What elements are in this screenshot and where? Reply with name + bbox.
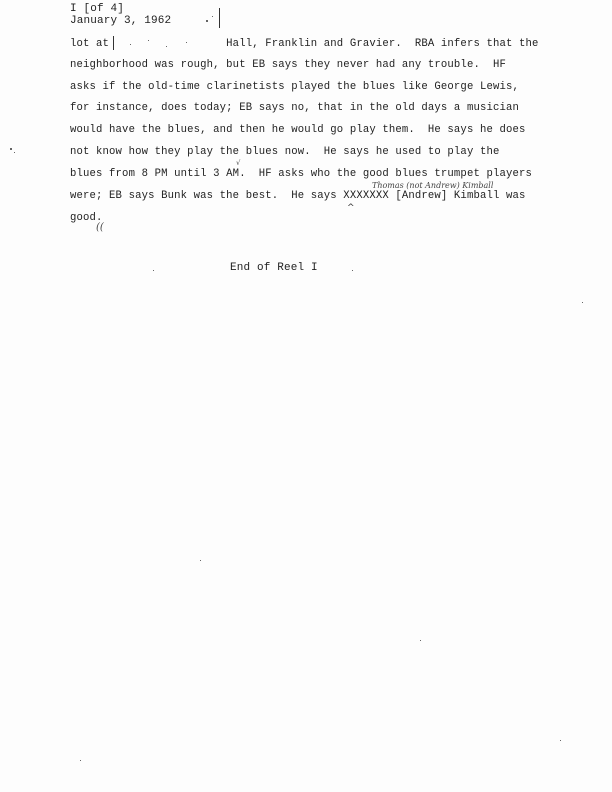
scan-speck (206, 20, 208, 22)
handwritten-mark: √ (236, 159, 241, 167)
page-marker: I [of 4] (70, 3, 125, 15)
document-date: January 3, 1962 (70, 15, 172, 27)
body-line-6: not know how they play the blues now. He says he used to play the (70, 146, 500, 158)
body-line-4: for instance, does today; EB says no, that in the old days a musician (70, 102, 520, 114)
scan-speck (212, 16, 213, 17)
body-line-2: neighborhood was rough, but EB says they never had any trouble. HF (70, 59, 506, 71)
body-line-8: were; EB says Bunk was the best. He says XXXXXXX [Andrew] Kimball was (70, 190, 526, 202)
margin-speck (10, 148, 12, 150)
scan-speck (200, 560, 201, 561)
scan-speck (560, 740, 561, 741)
header-bracket (219, 8, 220, 28)
body-line-1: lot at Hall, Franklin and Gravier. RBA infers that the (70, 38, 539, 50)
margin-speck (14, 152, 15, 153)
scan-speck (420, 640, 421, 641)
margin-mark: (( (96, 222, 104, 233)
scan-speck (80, 760, 81, 761)
scan-speck (153, 270, 154, 271)
scan-speck (582, 302, 583, 303)
body-line-9: good. (70, 212, 103, 224)
body-line-5: would have the blues, and then he would go play them. He says he does (70, 124, 526, 136)
handwritten-insertion: Thomas (not Andrew) Kimball (372, 181, 494, 190)
insertion-caret: ^ (347, 203, 355, 213)
end-of-reel-label: End of Reel I (230, 262, 318, 274)
scan-speck (352, 270, 353, 271)
body-line-7: blues from 8 PM until 3 AM. HF asks who the good blues trumpet players (70, 168, 533, 180)
body-line-3: asks if the old-time clarinetists played the blues like George Lewis, (70, 81, 520, 93)
